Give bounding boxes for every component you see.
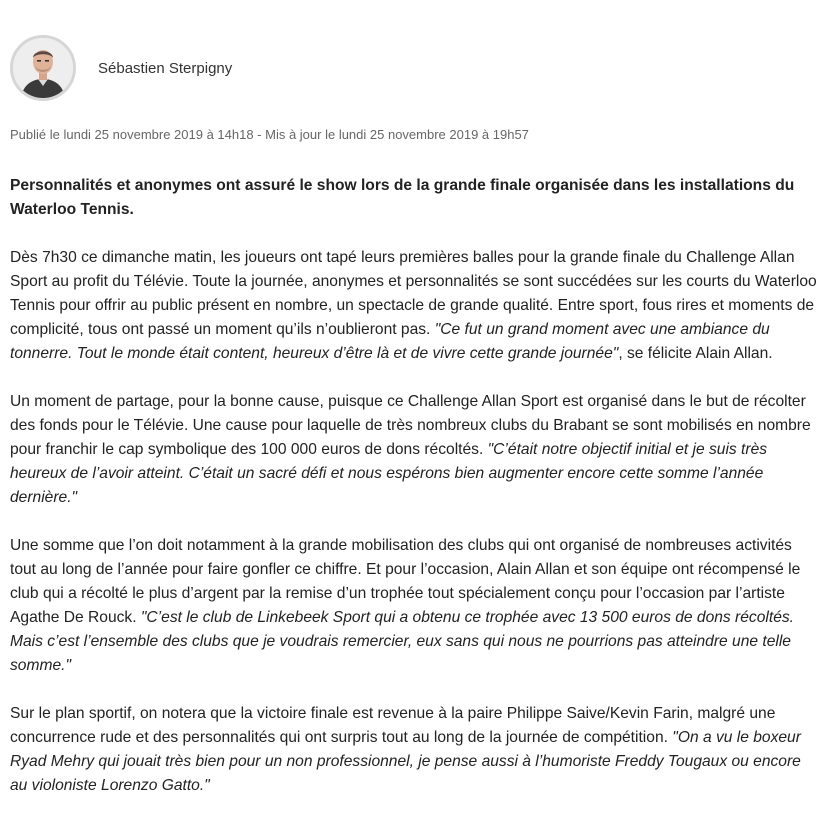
author-block (10, 35, 232, 101)
paragraph-text: Un moment de partage, pour la bonne cause, puisque ce Challenge Allan Sport est organisé dans le but de récolter des fonds pour le Télévie. Une cause pour laquelle de très nombreux clubs du Brabant se sont mobilisés en nombre pour franchir le cap symbolique des 100 000 euros de dons récoltés. (10, 393, 811, 458)
article-body (10, 174, 818, 822)
avatar[interactable] (10, 35, 76, 101)
author-photo-icon (13, 38, 73, 98)
author-name[interactable]: Sébastien Sterpigny (98, 59, 233, 77)
paragraph-quote: "C’était notre objectif initial et je suis très heureux de l’avoir atteint. C’était un sacré défi et nous espérons bien augmenter encore cette somme l’année dernière." (10, 441, 768, 506)
article-paragraph-4 (10, 702, 818, 798)
paragraph-text: Sur le plan sportif, on notera que la victoire finale est revenue à la paire Philippe Saive/Kevin Farin, malgré une concurrence rude et des personnalités qui ont surpris tout au long de la journée de compétition. (10, 705, 776, 746)
article-paragraph-3 (10, 534, 818, 678)
paragraph-text: Une somme que l’on doit notamment à la grande mobilisation des clubs qui ont organisé de nombreuses activités tout au long de l’année pour faire gonfler ce chiffre. Et pour l’occasion, Alain Allan et son équipe ont récompensé le club qui a récolté le plus d’argent par la remise d’un trophée tout spécialement conçu pour l’occasion par l’artiste Agathe De Rouck. (10, 537, 801, 626)
paragraph-text: Dès 7h30 ce dimanche matin, les joueurs ont tapé leurs premières balles pour la grande finale du Challenge Allan Sport au profit du Télévie. Toute la journée, anonymes et personnalités se sont succédées sur les courts du Waterloo Tennis pour offrir au public présent en nombre, un spectacle de grande qualité. Entre sport, fous rires et moments de complicité, tous ont passé un moment qu’ils n’oublieront pas. (10, 249, 817, 338)
publication-date: Publié le lundi 25 novembre 2019 à 14h18 - Mis à jour le lundi 25 novembre 2019 à 19h57 (10, 127, 529, 142)
paragraph-quote: "On a vu le boxeur Ryad Mehry qui jouait très bien pour un non professionnel, je pense aussi à l’humoriste Freddy Tougaux ou encore au violoniste Lorenzo Gatto." (10, 729, 801, 794)
paragraph-quote: "Ce fut un grand moment avec une ambiance du tonnerre. Tout le monde était content, heureux d’être là et de vivre cette grande journée" (10, 321, 770, 362)
article-paragraph-1 (10, 246, 818, 366)
article-paragraph-2 (10, 390, 818, 510)
article-lead: Personnalités et anonymes ont assuré le show lors de la grande finale organisée dans les installations du Waterloo Tennis. (10, 177, 795, 218)
paragraph-quote: "C’est le club de Linkebeek Sport qui a obtenu ce trophée avec 13 500 euros de dons récoltés. Mais c’est l’ensemble des clubs que je voudrais remercier, eux sans qui nous ne pourrions pas atteindre une telle somme." (10, 609, 794, 674)
paragraph-text-after: , se félicite Alain Allan. (618, 345, 773, 362)
